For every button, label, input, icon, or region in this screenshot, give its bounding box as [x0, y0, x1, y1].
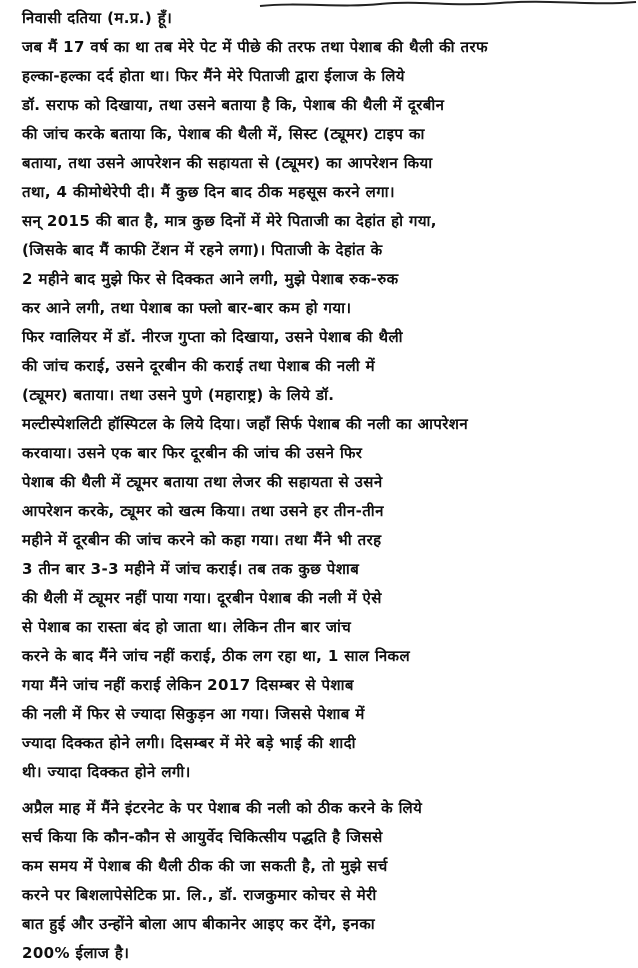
letter-line: बताया, तथा उसने आपरेशन की सहायता से (ट्यूमर) का आपरेशन किया — [22, 154, 433, 172]
letter-line: पेशाब की थैली में ट्यूमर बताया तथा लेजर की सहायता से उसने — [22, 473, 383, 491]
letter-line: करवाया। उसने एक बार फिर दूरबीन की जांच की उसने फिर — [22, 444, 363, 462]
letter-line: मल्टीस्पेशलिटी हॉस्पिटल के लिये दिया। जहाँ सिर्फ पेशाब की नली का आपरेशन — [22, 415, 469, 433]
letter-line: निवासी दतिया (म.प्र.) हूँ। — [22, 9, 173, 27]
letter-line: तथा, 4 कीमोथेरेपी दी। मैं कुछ दिन बाद ठीक महसूस करने लगा। — [22, 183, 396, 201]
letter-line: जब मैं 17 वर्ष का था तब मेरे पेट में पीछे की तरफ तथा पेशाब की थैली की तरफ — [22, 38, 488, 56]
letter-line: हल्का-हल्का दर्द होता था। फिर मैंने मेरे पिताजी द्वारा ईलाज के लिये — [22, 67, 405, 85]
letter-line: करने पर बिशलापेसेटिक प्रा. लि., डॉ. राजकुमार कोचर से मेरी — [22, 886, 377, 904]
letter-line: की जांच करके बताया कि, पेशाब की थैली में, सिस्ट (ट्यूमर) टाइप का — [22, 125, 425, 143]
letter-line: 2 महीने बाद मुझे फिर से दिक्कत आने लगी, मुझे पेशाब रुक-रुक — [22, 270, 399, 288]
letter-line: ज्यादा दिक्कत होने लगी। दिसम्बर में मेरे बड़े भाई की शादी — [22, 734, 356, 752]
letter-line: 200% ईलाज है। — [22, 944, 130, 962]
letter-line: कम समय में पेशाब की थैली ठीक की जा सकती है, तो मुझे सर्च — [22, 857, 388, 875]
letter-line: बात हुई और उन्होंने बोला आप बीकानेर आइए कर देंगे, इनका — [22, 915, 376, 933]
letter-line: सर्च किया कि कौन-कौन से आयुर्वेद चिकित्सीय पद्धति है जिससे — [22, 828, 383, 846]
letter-line: फिर ग्वालियर में डॉ. नीरज गुप्ता को दिखाया, उसने पेशाब की थैली — [22, 328, 403, 346]
letter-line: (ट्यूमर) बताया। तथा उसने पुणे (महाराष्ट्र) के लिये डॉ. — [22, 386, 335, 404]
letter-line: करने के बाद मैंने जांच नहीं कराई, ठीक लग रहा था, 1 साल निकल — [22, 647, 411, 665]
letter-line: आपरेशन करके, ट्यूमर को खत्म किया। तथा उसने हर तीन-तीन — [22, 502, 384, 520]
letter-line: की नली में फिर से ज्यादा सिकुड़न आ गया। जिससे पेशाब में — [22, 705, 365, 723]
letter-line: (जिसके बाद मैं काफी टेंशन में रहने लगा)। पिताजी के देहांत के — [22, 241, 383, 259]
letter-line: 3 तीन बार 3-3 महीने में जांच कराई। तब तक कुछ पेशाब — [22, 560, 360, 578]
letter-line: थी। ज्यादा दिक्कत होने लगी। — [22, 763, 191, 781]
letter-line: कर आने लगी, तथा पेशाब का फ्लो बार-बार कम हो गया। — [22, 299, 352, 317]
letter-line: से पेशाब का रास्ता बंद हो जाता था। लेकिन तीन बार जांच — [22, 618, 352, 636]
letter-line: डॉ. सराफ को दिखाया, तथा उसने बताया है कि, पेशाब की थैली में दूरबीन — [22, 96, 445, 114]
letter-line: गया मैंने जांच नहीं कराई लेकिन 2017 दिसम्बर से पेशाब — [22, 676, 354, 694]
letter-line: सन् 2015 की बात है, मात्र कुछ दिनों में मेरे पिताजी का देहांत हो गया, — [22, 212, 437, 230]
letter-line: अप्रैल माह में मैंने इंटरनेट के पर पेशाब की नली को ठीक करने के लिये — [22, 799, 423, 817]
paragraph-gap — [22, 787, 627, 794]
letter-body — [22, 4, 627, 968]
letter-line: की थैली में ट्यूमर नहीं पाया गया। दूरबीन पेशाब की नली में ऐसे — [22, 589, 382, 607]
letter-line: की जांच कराई, उसने दूरबीन की कराई तथा पेशाब की नली में — [22, 357, 376, 375]
letter-line: महीने में दूरबीन की जांच करने को कहा गया। तथा मैंने भी तरह — [22, 531, 382, 549]
